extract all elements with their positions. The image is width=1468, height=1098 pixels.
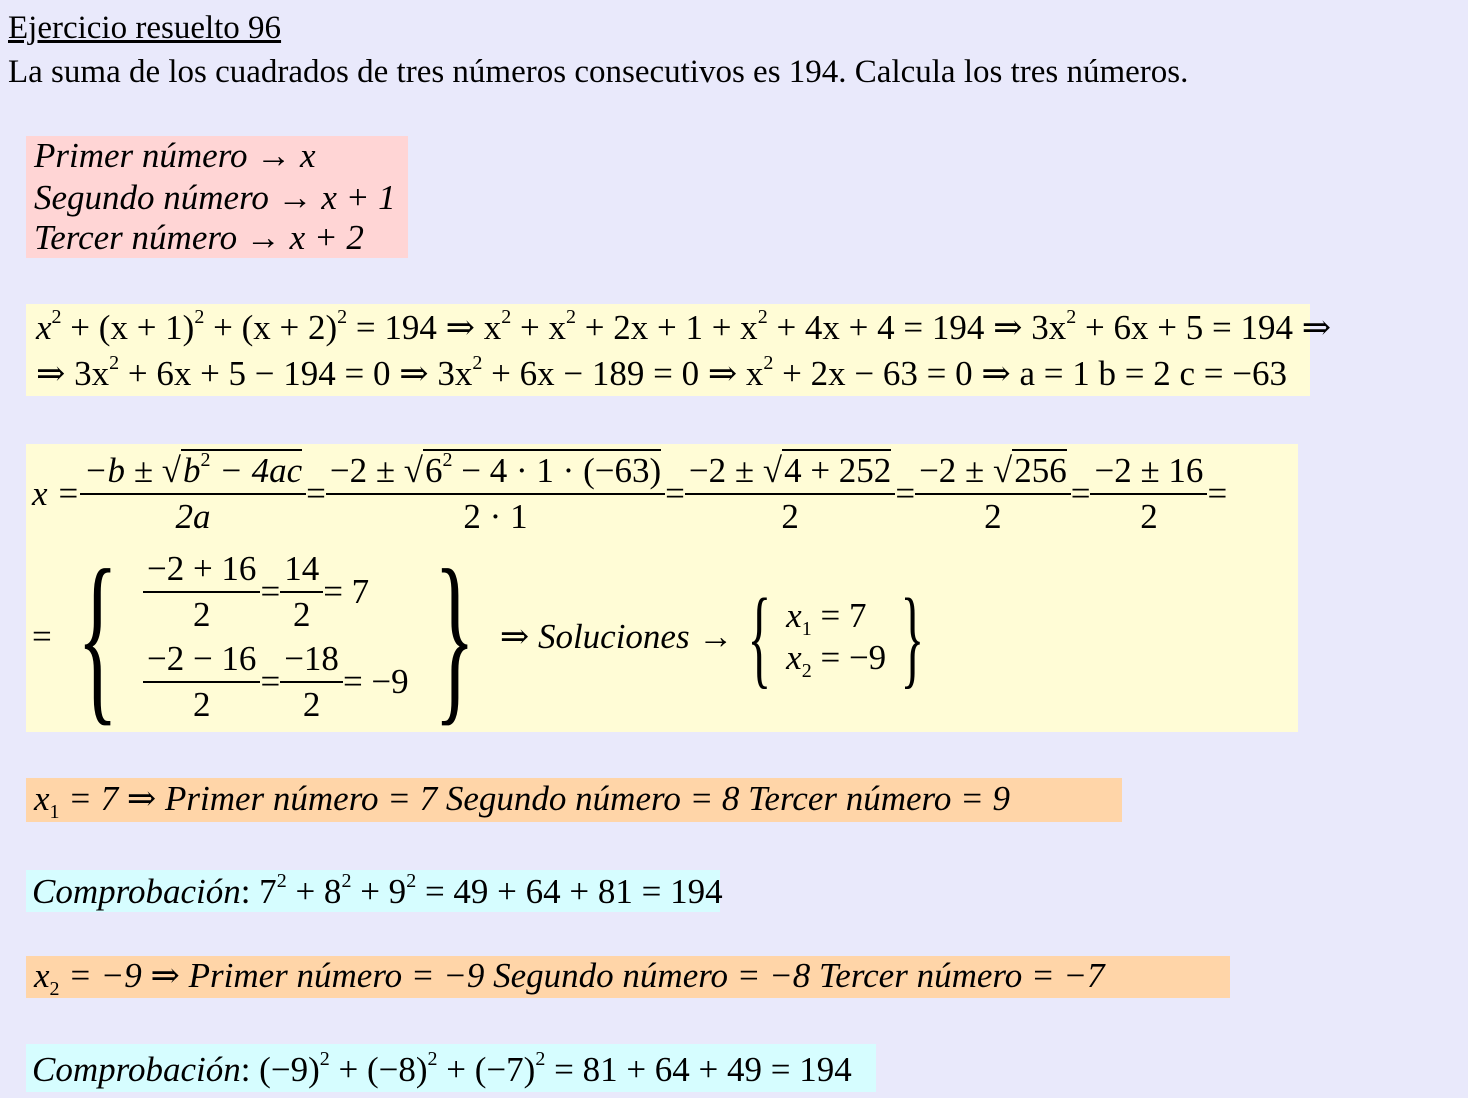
definition-line-3: Tercer número → x + 2	[34, 218, 364, 257]
solutions-label: ⇒ Soluciones →	[499, 617, 734, 656]
problem-statement: La suma de los cuadrados de tres números consecutivos es 194. Calcula los tres números.	[8, 54, 1189, 90]
left-brace: {	[76, 532, 118, 742]
formula-fraction-4: $\frac{-2 \pm √256}{2}$	[915, 449, 1071, 539]
formula-fraction-3: $\frac{-2 \pm √4 + 252}{2}$	[685, 449, 895, 539]
cases	[143, 547, 409, 727]
check-2: Comprobación: $(-9)^2 + (-8)^2 + (-7)^2 = 81 + 64 + 49 = 194$	[26, 1044, 876, 1092]
eq-term: x	[36, 308, 52, 347]
result-2: $x_2 = -9$ ⇒ Primer número = −9 Segundo número = −8 Tercer número = −7	[26, 956, 1230, 998]
definitions-box	[26, 136, 408, 258]
check-1: Comprobación: $7^2 + 8^2 + 9^2 = 49 + 64 + 81 = 194$	[26, 870, 720, 912]
definition-line-2: Segundo número → x + 1	[34, 178, 396, 217]
definition-line-1: Primer número → x	[34, 136, 316, 175]
solutions-right-brace: }	[900, 576, 925, 698]
formula-fraction-1: $\frac{-b \pm √b^2 - 4ac}{2a}$	[80, 449, 306, 539]
formula-box	[26, 444, 1298, 742]
solutions-left-brace: {	[747, 576, 772, 698]
equation-line-1: $x^2 + (x + 1)^2 + (x + 2)^2 = 194$ ⇒ $x^2 + x^2 + 2x + 1 + x^2 + 4x + 4 = 194$ ⇒ $3x^2 + 6x + 5 = 194$ ⇒	[36, 306, 1332, 347]
case-2: $\frac{-2 - 16}{2}$ = $\frac{-18}{2}$ = −9	[143, 637, 409, 727]
solutions	[786, 595, 887, 682]
solution-1: $x_1 = 7$	[786, 596, 867, 640]
equation-line-2: ⇒ $3x^2 + 6x + 5 - 194 = 0$ ⇒ $3x^2 + 6x - 189 = 0$ ⇒ $x^2 + 2x - 63 = 0$ ⇒ a = 1 b = 2 c = −63	[36, 352, 1287, 393]
exercise-title: Ejercicio resuelto 96	[8, 10, 282, 46]
formula-fraction-5: $\frac{-2 \pm 16}{2}$	[1090, 449, 1207, 539]
formula-fraction-2: $\frac{-2 \pm √6^2 - 4 \cdot 1 \cdot (-63)}{2 \cdot 1}$	[326, 449, 665, 539]
equation-box	[26, 304, 1332, 396]
cases-row: = { $\frac{-2 + 16}{2}$ = $\frac{14}{2}$ = 7 $\frac{-2 - 16}{2}$ = $\frac{-18}{2}$ = −9 } ⇒ Soluciones → { $x_1 = 7$ $x_2 = -9$ }	[32, 532, 925, 742]
result-1: $x_1 = 7$ ⇒ Primer número = 7 Segundo número = 8 Tercer número = 9	[26, 778, 1122, 822]
case-1: $\frac{-2 + 16}{2}$ = $\frac{14}{2}$ = 7	[143, 547, 409, 637]
formula-row: x = $\frac{-b \pm √b^2 - 4ac}{2a}$ = $\frac{-2 \pm √6^2 - 4 \cdot 1 \cdot (-63)}{2 \cdot 1}$ = $\frac{-2 \pm √4 + 252}{2}$ = $\frac{-2 \pm √256}{2}$ = $\frac{-2 \pm 16}{2}$ =	[32, 444, 1298, 544]
solution-2: $x_2 = -9$	[786, 638, 887, 682]
right-brace: }	[433, 532, 475, 742]
